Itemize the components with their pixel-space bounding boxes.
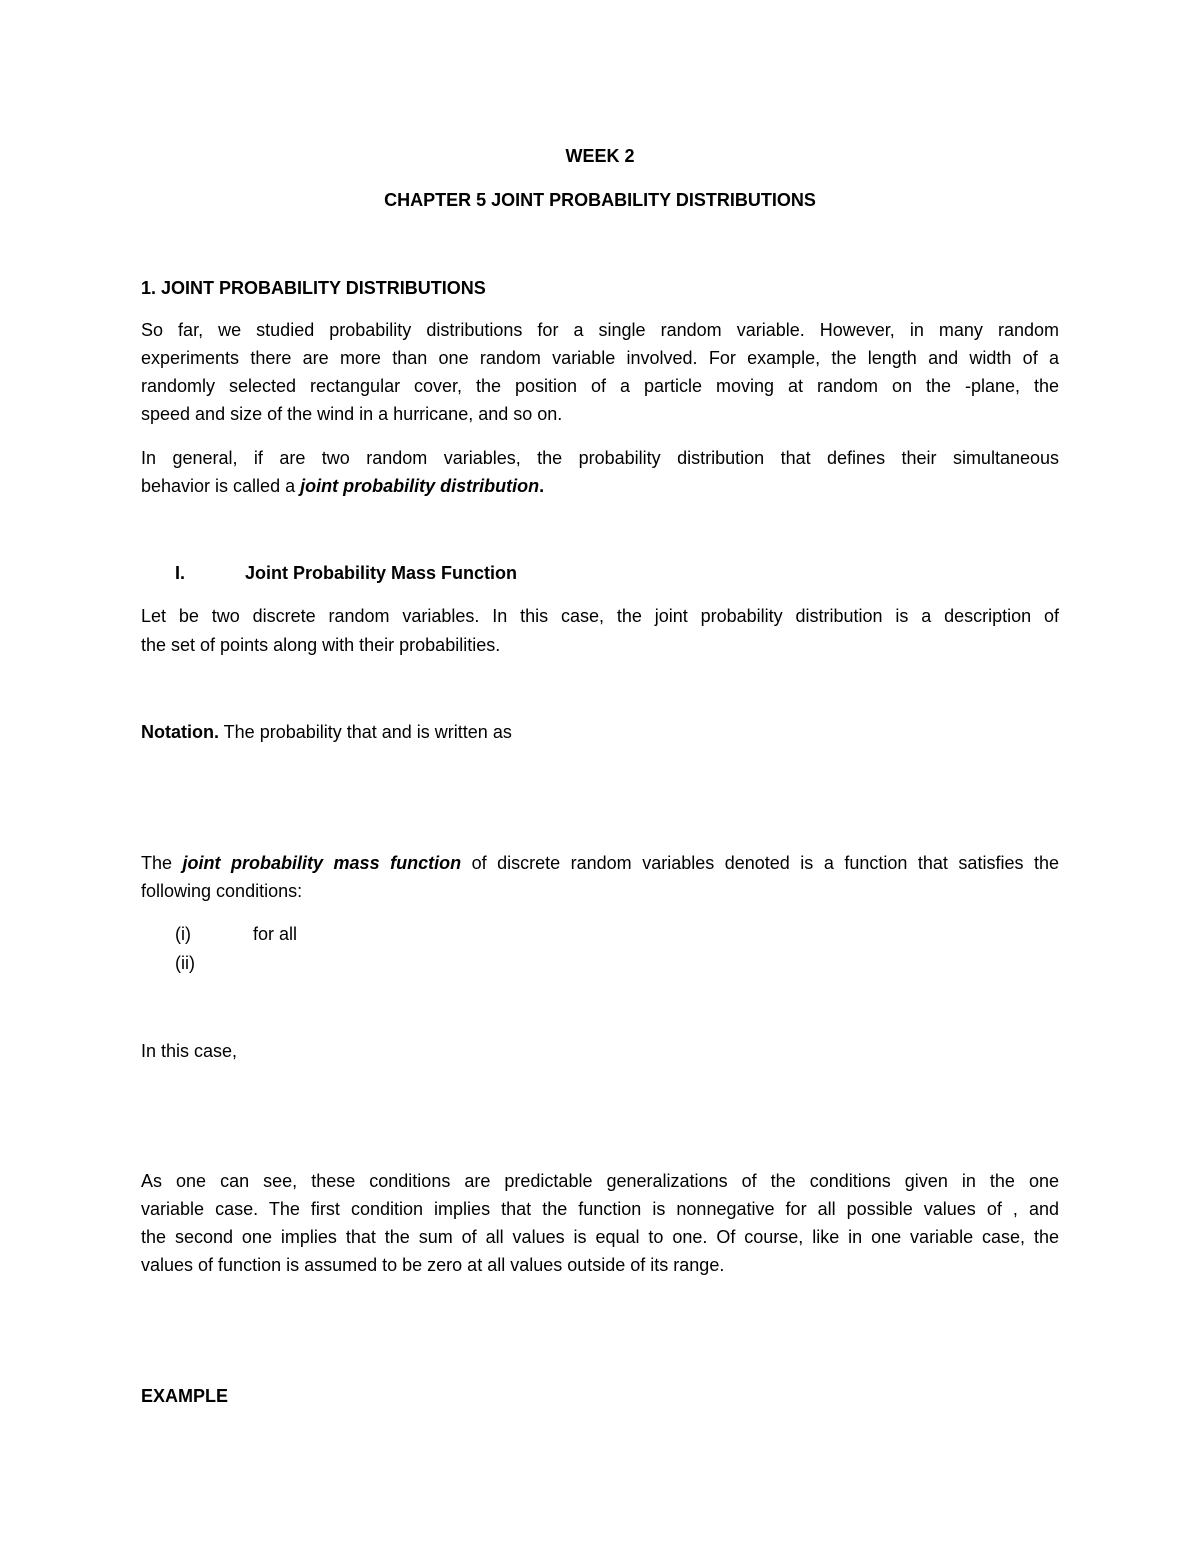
week-title: WEEK 2 bbox=[565, 146, 635, 166]
text-run: behavior is called a bbox=[141, 476, 301, 496]
section-heading: 1. JOINT PROBABILITY DISTRIBUTIONS bbox=[141, 278, 486, 298]
paragraph-line: So far, we studied probability distributions for a single random variable. However, in many random bbox=[141, 320, 1059, 340]
paragraph-line: variable case. The first condition implies that the function is nonnegative for all possible values of , and bbox=[141, 1199, 1059, 1219]
text-run: . bbox=[539, 476, 545, 496]
notation-line bbox=[141, 721, 1059, 743]
paragraph-line: As one can see, these conditions are predictable generalizations of the conditions given in the one bbox=[141, 1171, 1059, 1191]
paragraph-line: experiments there are more than one random variable involved. For example, the length and width of a bbox=[141, 348, 1059, 368]
condition-marker: (ii) bbox=[175, 953, 195, 973]
text-run: The bbox=[141, 853, 183, 873]
paragraph-line: randomly selected rectangular cover, the position of a particle moving at random on the -plane, the bbox=[141, 376, 1059, 396]
paragraph-line bbox=[141, 475, 1059, 497]
chapter-title: CHAPTER 5 JOINT PROBABILITY DISTRIBUTIONS bbox=[384, 190, 816, 210]
text-run: of discrete random variables denoted is a function that satisfies the bbox=[461, 853, 1059, 873]
paragraph-line: speed and size of the wind in a hurricane, and so on. bbox=[141, 404, 563, 424]
subsection-numeral: I. bbox=[175, 563, 186, 583]
paragraph-line: In general, if are two random variables, the probability distribution that defines their simultaneous bbox=[141, 448, 1059, 468]
emphasis-term: joint probability mass function bbox=[182, 853, 462, 873]
paragraph-line: In this case, bbox=[141, 1041, 238, 1061]
paragraph-line: Let be two discrete random variables. In this case, the joint probability distribution is a description of bbox=[141, 606, 1059, 626]
notation-label: Notation. bbox=[141, 722, 219, 742]
condition-marker: (i) bbox=[175, 924, 191, 944]
example-heading: EXAMPLE bbox=[141, 1386, 229, 1406]
paragraph-line: values of function is assumed to be zero at all values outside of its range. bbox=[141, 1255, 725, 1275]
paragraph-line: the second one implies that the sum of all values is equal to one. Of course, like in one variable case, the bbox=[141, 1227, 1059, 1247]
paragraph-line bbox=[141, 852, 1059, 874]
paragraph-line: following conditions: bbox=[141, 881, 303, 901]
subsection-title: Joint Probability Mass Function bbox=[245, 563, 518, 583]
text-run: The probability that and is written as bbox=[219, 722, 512, 742]
paragraph-line: the set of points along with their probabilities. bbox=[141, 635, 501, 655]
emphasis-term: joint probability distribution bbox=[300, 476, 540, 496]
condition-text: for all bbox=[253, 924, 298, 944]
